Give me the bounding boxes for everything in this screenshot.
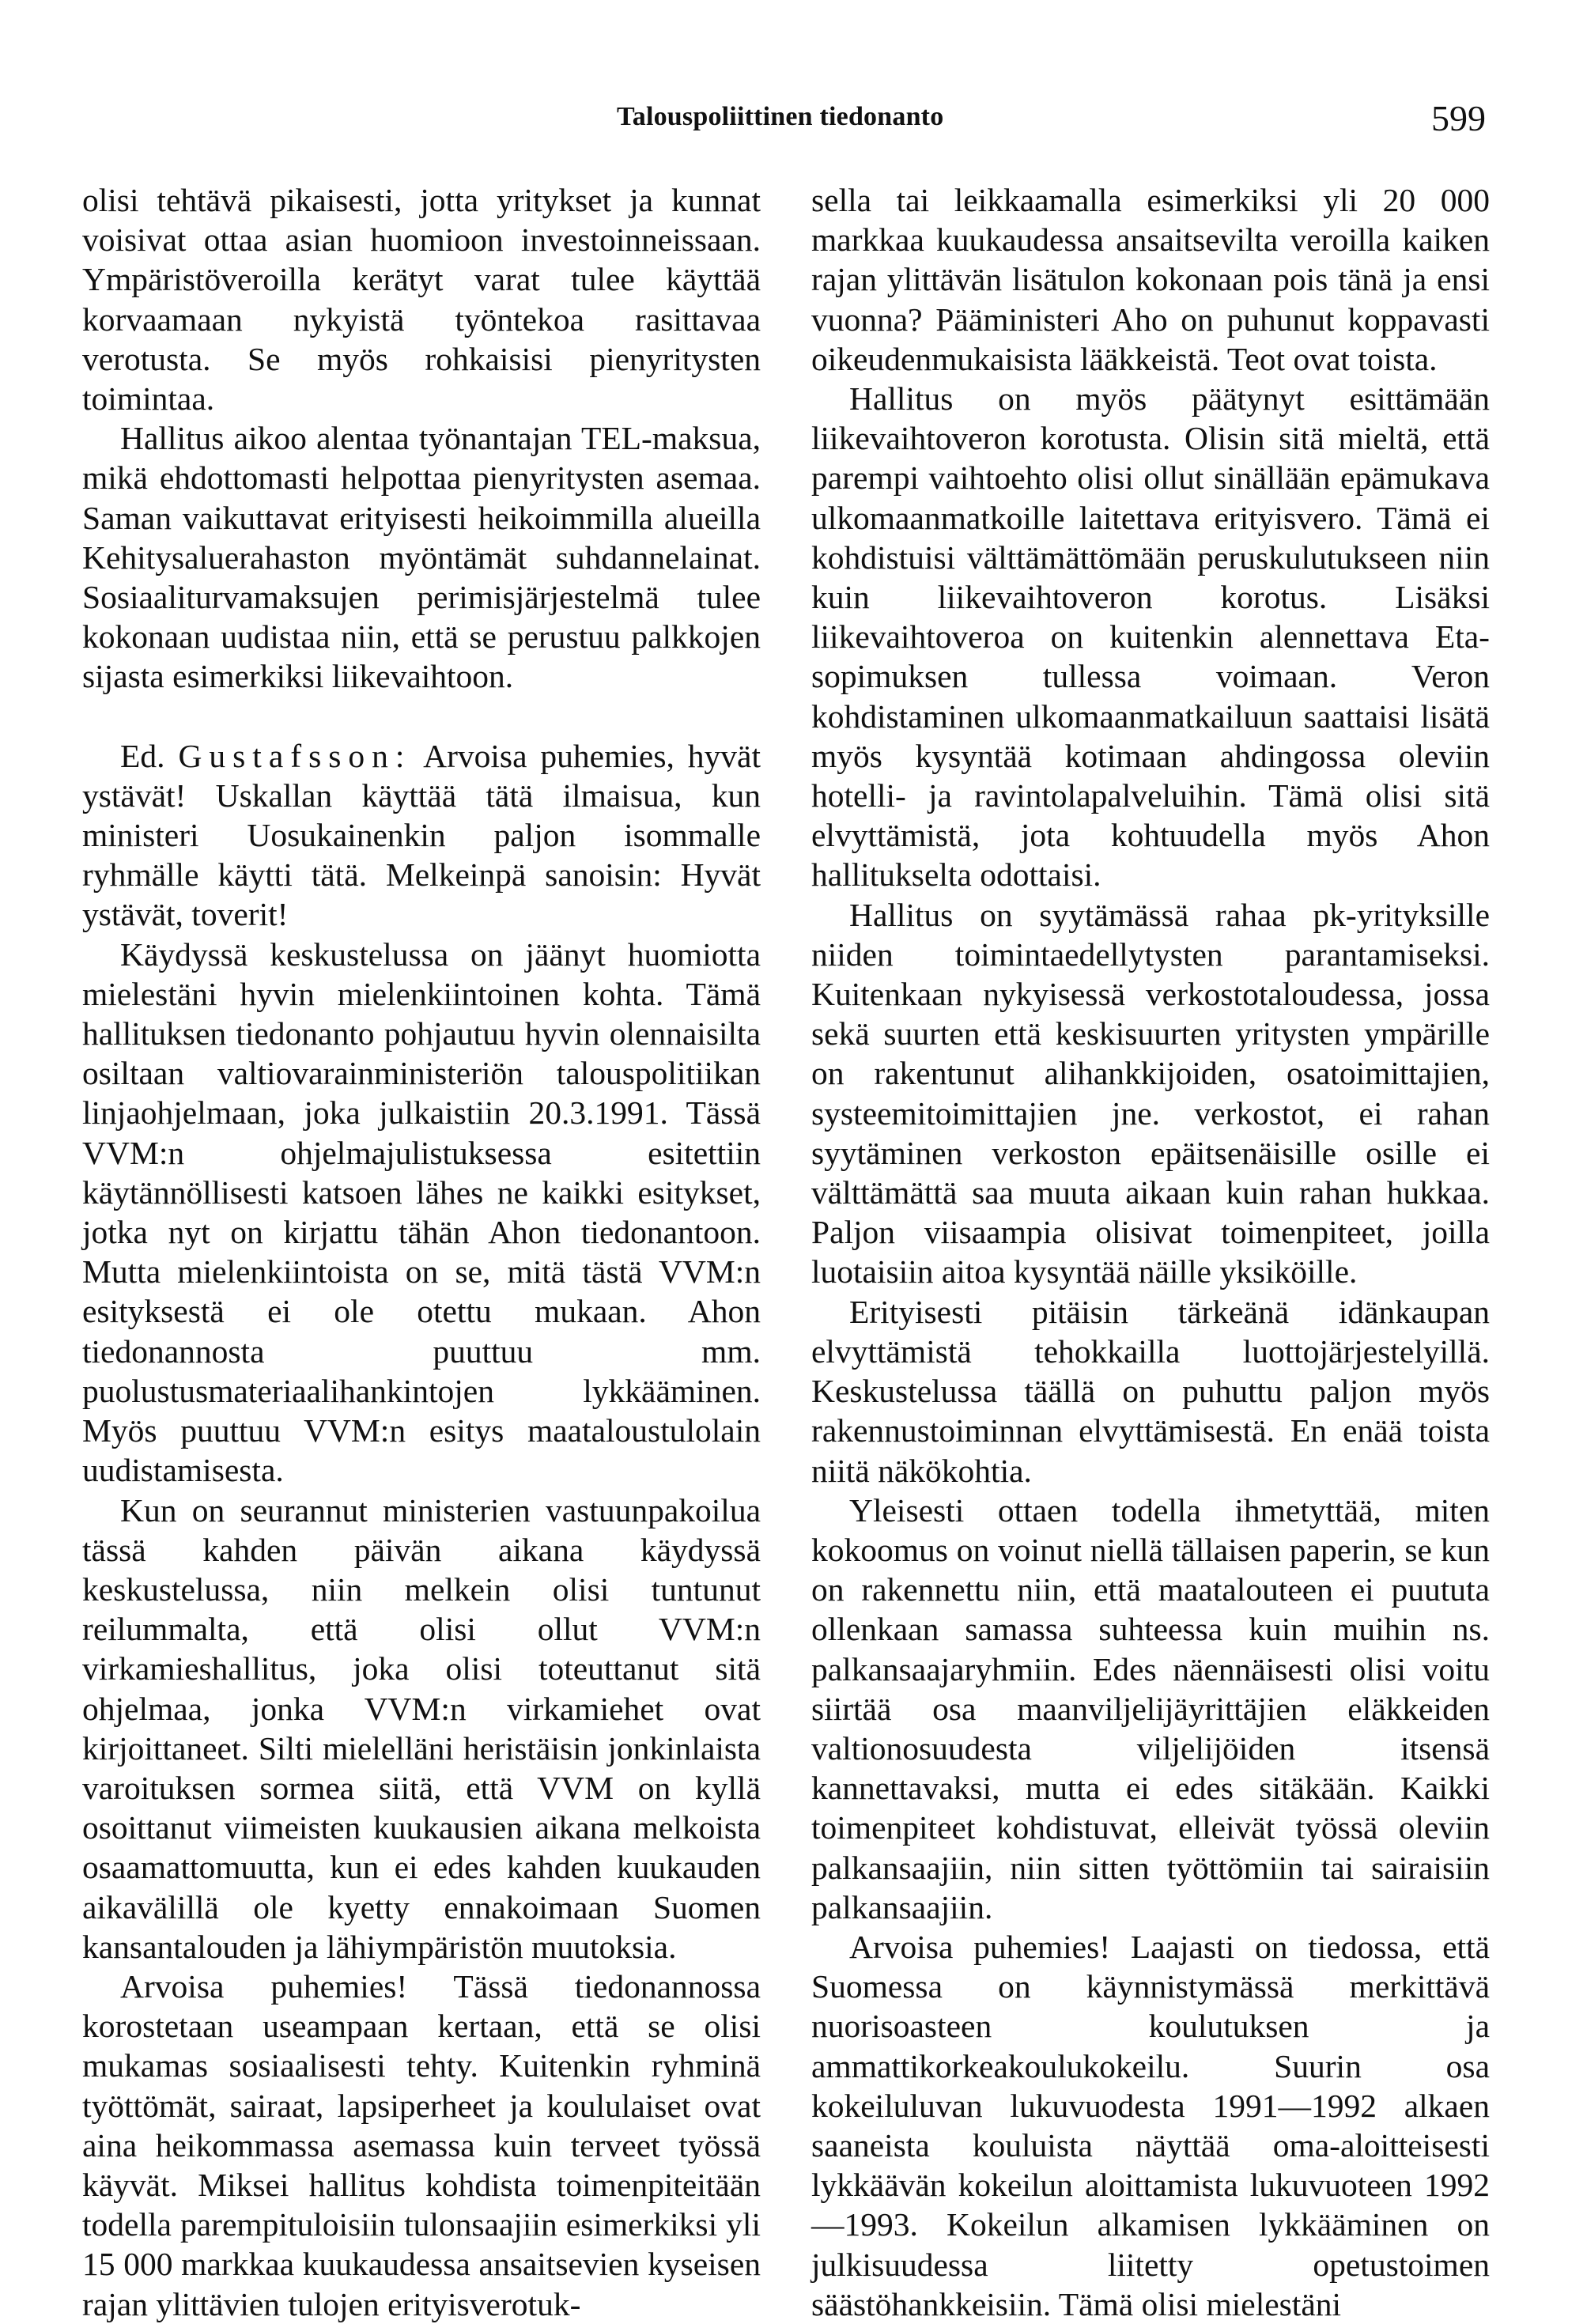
speaker-name: Gustafsson: <box>178 737 412 774</box>
running-title: Talouspoliittinen tiedonanto <box>617 102 944 131</box>
left-column <box>82 180 761 2324</box>
paragraph: Arvoisa puhemies! Laajasti on tiedossa, että Suomessa on käynnistymässä merkittävä nuorisoasteen koulutuksen ja ammattikorkeakoulukokeilu. Suurin osa kokeiluluvan lukuvuodesta 1991—1992 alkaen saaneista kouluista näyttää oma-aloitteisesti lykkäävän kokeilun aloittamista lukuvuoteen 1992—1993. Kokeilun alkamisen lykkääminen on julkisuudessa liitetty opetustoimen säästöhankkeisiin. Tämä olisi mielestäni <box>811 1928 1490 2322</box>
paragraph: Hallitus on myös päätynyt esittämään liikevaihtoveron korotusta. Olisin sitä mieltä, että parempi vaihtoehto olisi ollut sinällään epämukava ulkomaanmatkoille laitettava erityisvero. Tämä ei kohdistuisi välttämättömään peruskulutukseen niin kuin liikevaihtoveron korotus. Lisäksi liikevaihtoveroa on kuitenkin alennettava Eta-sopimuksen tullessa voimaan. Veron kohdistaminen ulkomaanmatkailuun saattaisi lisätä myös kysyntää kotimaan ahdingossa oleviin hotelli- ja ravintolapalveluihin. Tämä olisi sitä elvyttämistä, jota kohtuudella myös Ahon hallitukselta odottaisi. <box>811 380 1490 894</box>
paragraph: olisi tehtävä pikaisesti, jotta yritykset ja kunnat voisivat ottaa asian huomioon investoinneissaan. Ympäristöveroilla kerätyt varat tulee käyttää korvaamaan nykyistä työntekoa rasittavaa verotusta. Se myös rohkaisisi pienyritysten toimintaa. <box>82 182 761 418</box>
paragraph: sella tai leikkaamalla esimerkiksi yli 20 000 markkaa kuukaudessa ansaitsevilta veroilla kaiken rajan ylittävän lisätulon kokonaan pois tänä ja ensi vuonna? Pääministeri Aho on puhunut koppavasti oikeudenmukaisista lääkkeistä. Teot ovat toista. <box>811 182 1490 377</box>
paragraph: Erityisesti pitäisin tärkeänä idänkaupan elvyttämistä tehokkailla luottojärjestelyillä. Keskustelussa täällä on puhuttu paljon myös rakennustoiminnan elvyttämisestä. En enää toista niitä näkökohtia. <box>811 1293 1490 1489</box>
right-column <box>811 180 1490 2324</box>
paragraph: Käydyssä keskustelussa on jäänyt huomiotta mielestäni hyvin mielenkiintoinen kohta. Tämä hallituksen tiedonanto pohjautuu hyvin olennaisilta osiltaan valtiovarainministeriön talouspolitiikan linjaohjelmaan, joka julkaistiin 20.3.1991. Tässä VVM:n ohjelmajulistuksessa esitettiin käytännöllisesti katsoen lähes ne kaikki esitykset, jotka nyt on kirjattu tähän Ahon tiedonantoon. Mutta mielenkiintoista on se, mitä tästä VVM:n esityksestä ei ole otettu mukaan. Ahon tiedonannosta puuttuu mm. puolustusmateriaalihankintojen lykkääminen. Myös puuttuu VVM:n esitys maataloustulolain uudistamisesta. <box>82 935 761 1489</box>
paragraph: Hallitus aikoo alentaa työnantajan TEL-maksua, mikä ehdottomasti helpottaa pienyritysten asemaa. Saman vaikuttavat erityisesti heikoimmilla alueilla Kehitysaluerahaston myöntämät suhdannelainat. Sosiaaliturvamaksujen perimisjärjestelmä tulee kokonaan uudistaa niin, että se perustuu palkkojen sijasta esimerkiksi liikevaihtoon. <box>82 420 761 695</box>
paragraph: Kun on seurannut ministerien vastuunpakoilua tässä kahden päivän aikana käydyssä keskustelussa, niin melkein olisi tuntunut reilummalta, että olisi ollut VVM:n virkamieshallitus, joka olisi toteuttanut sitä ohjelmaa, jonka VVM:n virkamiehet ovat kirjoittaneet. Silti mielelläni heristäisin jonkinlaista varoituksen sormea siitä, että VVM on kyllä osoittanut viimeisten kuukausien aikana melkoista osaamattomuutta, kun ei edes kahden kuukauden aikavälillä ole kyetty ennakoimaan Suomen kansantalouden ja lähiympäristön muutoksia. <box>82 1491 761 1965</box>
page-number: 599 <box>1431 98 1486 138</box>
speaker-prefix: Ed. <box>120 737 165 774</box>
speaker-text: Arvoisa puhemies, hyvät ystävät! Uskallan käyttää tätä ilmaisua, kun ministeri Uosukainenkin paljon isommalle ryhmälle käytti tätä. Melkeinpä sanoisin: Hyvät ystävät, toverit! <box>82 737 761 933</box>
paragraph: Arvoisa puhemies! Tässä tiedonannossa korostetaan useampaan kertaan, että se olisi mukamas sosiaalisesti tehty. Kuitenkin ryhminä työttömät, sairaat, lapsiperheet ja koululaiset ovat aina heikommassa asemassa kuin terveet työssä käyvät. Miksei hallitus kohdista toimenpiteitään todella parempituloisiin tulonsaajiin esimerkiksi yli 15 000 markkaa kuukaudessa ansaitsevien kyseisen rajan ylittävien tulojen erityisverotuk- <box>82 1967 761 2322</box>
speaker-paragraph <box>82 736 761 935</box>
paragraph: Hallitus on syytämässä rahaa pk-yrityksille niiden toimintaedellytysten parantamiseksi. Kuitenkaan nykyisessä verkostotaloudessa, jossa sekä suurten että keskisuurten yritysten ympärille on rakentunut alihankkijoiden, osatoimittajien, systeemitoimittajien jne. verkostot, ei rahan syytäminen verkoston epäitsenäisille osille ei välttämättä saa muuta aikaan kuin rahan hukkaa. Paljon viisaampia olisivat toimenpiteet, joilla luotaisiin aitoa kysyntää näille yksiköille. <box>811 896 1490 1290</box>
page-header <box>0 93 1587 141</box>
paragraph: Yleisesti ottaen todella ihmetyttää, miten kokoomus on voinut niellä tällaisen paperin, se kun on rakennettu niin, että maatalouteen ei puututa ollenkaan samassa suhteessa kuin muihin ns. palkansaajaryhmiin. Edes näennäisesti olisi voitu siirtää osa maanviljelijäyrittäjien eläkkeiden valtionosuudesta viljelijöiden itsensä kannettavaksi, mutta ei edes sitäkään. Kaikki toimenpiteet kohdistuvat, elleivät työssä oleviin palkansaajiin, niin sitten työttömiin tai sairaisiin palkansaajiin. <box>811 1491 1490 1925</box>
